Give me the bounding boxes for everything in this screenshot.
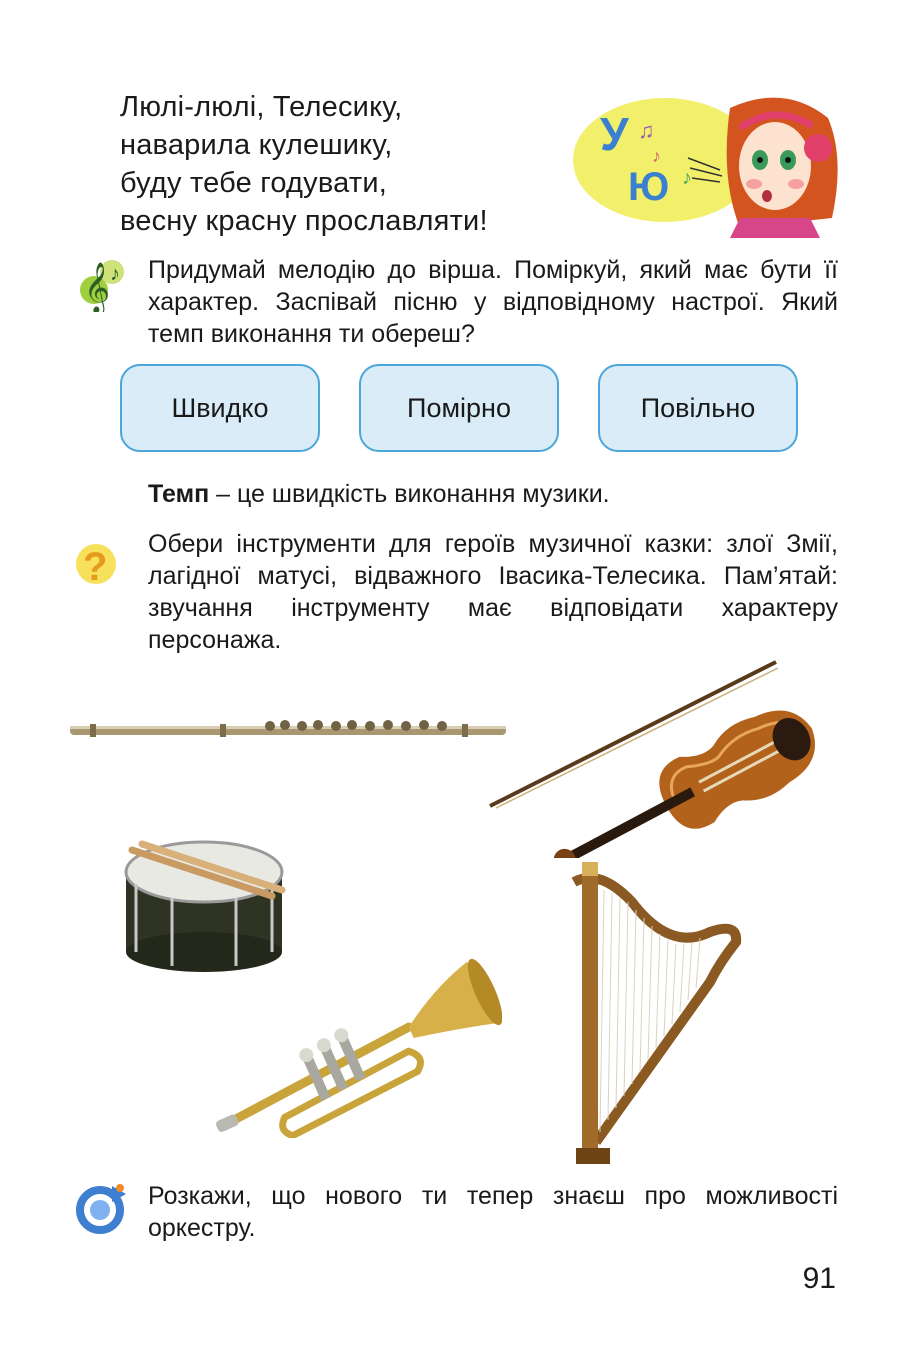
task-instruments-text: Обери інструменти для героїв музичної казки: злої Змії, лагідної матусі, відважного Івасика-Телесика. Пам’ятай: звучання інструменту має відповідати характеру персонажа. <box>148 530 838 654</box>
task-summary-text: Розкажи, що нового ти тепер знаєш про можливості оркестру. <box>148 1182 838 1242</box>
harp-icon <box>560 862 750 1172</box>
poem-line: буду тебе годувати, <box>120 167 387 199</box>
flute-icon <box>70 712 510 748</box>
page-number: 91 <box>802 1262 836 1295</box>
violin-icon <box>488 658 848 858</box>
tempo-option-moderate[interactable]: Помірно <box>359 364 559 452</box>
poem-line: Люлі-люлі, Телесику, <box>120 91 403 123</box>
svg-text:У: У <box>600 108 629 160</box>
definition-text: – це швидкість виконання музики. <box>209 480 610 508</box>
question-mark-icon <box>74 538 118 588</box>
treble-clef-icon <box>74 250 130 312</box>
trumpet-icon <box>192 958 502 1138</box>
svg-text:𝄞: 𝄞 <box>84 262 111 312</box>
repeat-arrow-icon <box>72 1180 132 1236</box>
poem-line: весну красну прославляти! <box>120 205 488 237</box>
tempo-option-fast[interactable]: Швидко <box>120 364 320 452</box>
singing-girl-icon <box>570 88 845 238</box>
task-melody-text: Придумай мелодію до вірша. Поміркуй, який має бути її характер. Заспівай пісню у відповідному настрої. Який темп виконання ти обереш? <box>148 256 838 348</box>
svg-text:♪: ♪ <box>652 146 661 166</box>
svg-text:?: ? <box>83 545 108 588</box>
snare-drum-icon <box>112 834 292 974</box>
svg-text:♪: ♪ <box>682 167 692 189</box>
tempo-option-slow[interactable]: Повільно <box>598 364 798 452</box>
poem-line: наварила кулешику, <box>120 129 393 161</box>
definition-term: Темп <box>148 480 210 508</box>
tempo-definition <box>148 480 610 509</box>
svg-text:Ю: Ю <box>628 165 670 209</box>
svg-text:♫: ♫ <box>638 118 655 143</box>
poem <box>120 88 488 240</box>
singing-girl-illustration <box>570 88 845 238</box>
svg-text:♪: ♪ <box>110 263 120 285</box>
